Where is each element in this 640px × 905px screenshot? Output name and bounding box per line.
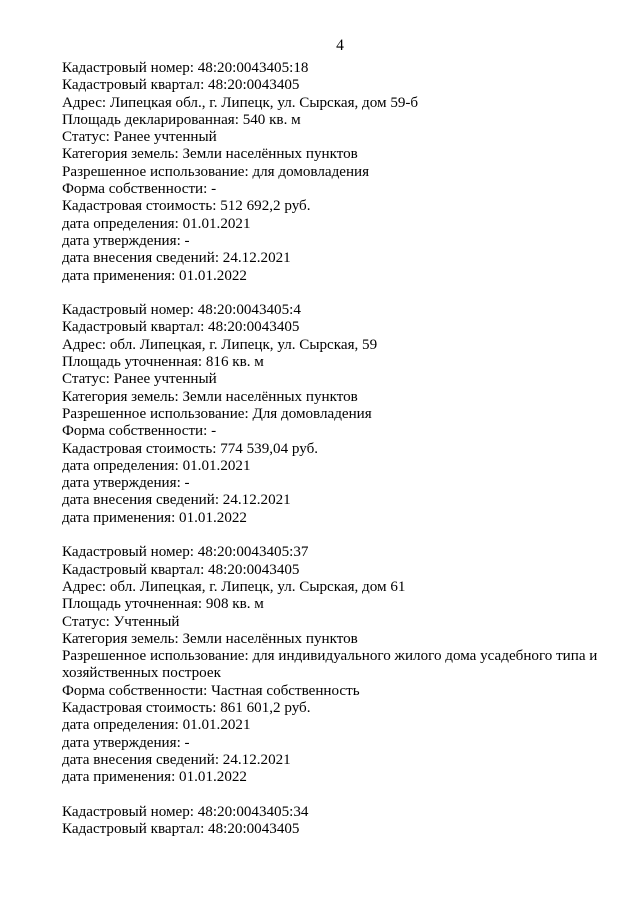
address: Адрес: обл. Липецкая, г. Липецк, ул. Сырская, 59 (62, 336, 378, 353)
address: Адрес: Липецкая обл., г. Липецк, ул. Сырская, дом 59-б (62, 94, 419, 111)
cadastral-record (62, 804, 632, 839)
approval-date: дата утверждения: - (62, 734, 190, 751)
permitted-use: Разрешенное использование: для индивидуального жилого дома усадебного типа и хозяйственных построек (62, 648, 598, 682)
page-number: 4 (336, 37, 344, 54)
status: Статус: Ранее учтенный (62, 371, 217, 388)
land-category: Категория земель: Земли населённых пунктов (62, 630, 358, 647)
cadastral-value: Кадастровая стоимость: 512 692,2 руб. (62, 198, 311, 215)
cadastral-quarter: Кадастровый квартал: 48:20:0043405 (62, 821, 300, 838)
approval-date: дата утверждения: - (62, 475, 190, 492)
cadastral-record (62, 302, 632, 527)
application-date: дата применения: 01.01.2022 (62, 769, 247, 786)
area: Площадь уточненная: 816 кв. м (62, 354, 264, 371)
cadastral-value: Кадастровая стоимость: 861 601,2 руб. (62, 699, 311, 716)
area: Площадь уточненная: 908 кв. м (62, 596, 264, 613)
cadastral-quarter: Кадастровый квартал: 48:20:0043405 (62, 319, 300, 336)
cadastral-quarter: Кадастровый квартал: 48:20:0043405 (62, 561, 300, 578)
determination-date: дата определения: 01.01.2021 (62, 457, 251, 474)
cadastral-number: Кадастровый номер: 48:20:0043405:34 (62, 803, 309, 820)
ownership-form: Форма собственности: - (62, 181, 217, 198)
ownership-form: Форма собственности: Частная собственность (62, 682, 360, 699)
area: Площадь декларированная: 540 кв. м (62, 111, 301, 128)
permitted-use: Разрешенное использование: Для домовладения (62, 405, 372, 422)
cadastral-record (62, 544, 632, 786)
cadastral-value: Кадастровая стоимость: 774 539,04 руб. (62, 440, 319, 457)
address: Адрес: обл. Липецкая, г. Липецк, ул. Сырская, дом 61 (62, 578, 406, 595)
land-category: Категория земель: Земли населённых пунктов (62, 388, 358, 405)
document-body (62, 60, 632, 856)
entry-date: дата внесения сведений: 24.12.2021 (62, 751, 291, 768)
cadastral-number: Кадастровый номер: 48:20:0043405:4 (62, 302, 301, 319)
permitted-use: Разрешенное использование: для домовладения (62, 163, 370, 180)
status: Статус: Ранее учтенный (62, 129, 217, 146)
ownership-form: Форма собственности: - (62, 423, 217, 440)
cadastral-number: Кадастровый номер: 48:20:0043405:37 (62, 544, 309, 561)
cadastral-number: Кадастровый номер: 48:20:0043405:18 (62, 60, 309, 76)
application-date: дата применения: 01.01.2022 (62, 267, 247, 284)
cadastral-record (62, 60, 632, 285)
determination-date: дата определения: 01.01.2021 (62, 215, 251, 232)
entry-date: дата внесения сведений: 24.12.2021 (62, 492, 291, 509)
cadastral-quarter: Кадастровый квартал: 48:20:0043405 (62, 77, 300, 94)
determination-date: дата определения: 01.01.2021 (62, 717, 251, 734)
application-date: дата применения: 01.01.2022 (62, 509, 247, 526)
land-category: Категория земель: Земли населённых пунктов (62, 146, 358, 163)
approval-date: дата утверждения: - (62, 232, 190, 249)
entry-date: дата внесения сведений: 24.12.2021 (62, 250, 291, 267)
status: Статус: Учтенный (62, 613, 180, 630)
